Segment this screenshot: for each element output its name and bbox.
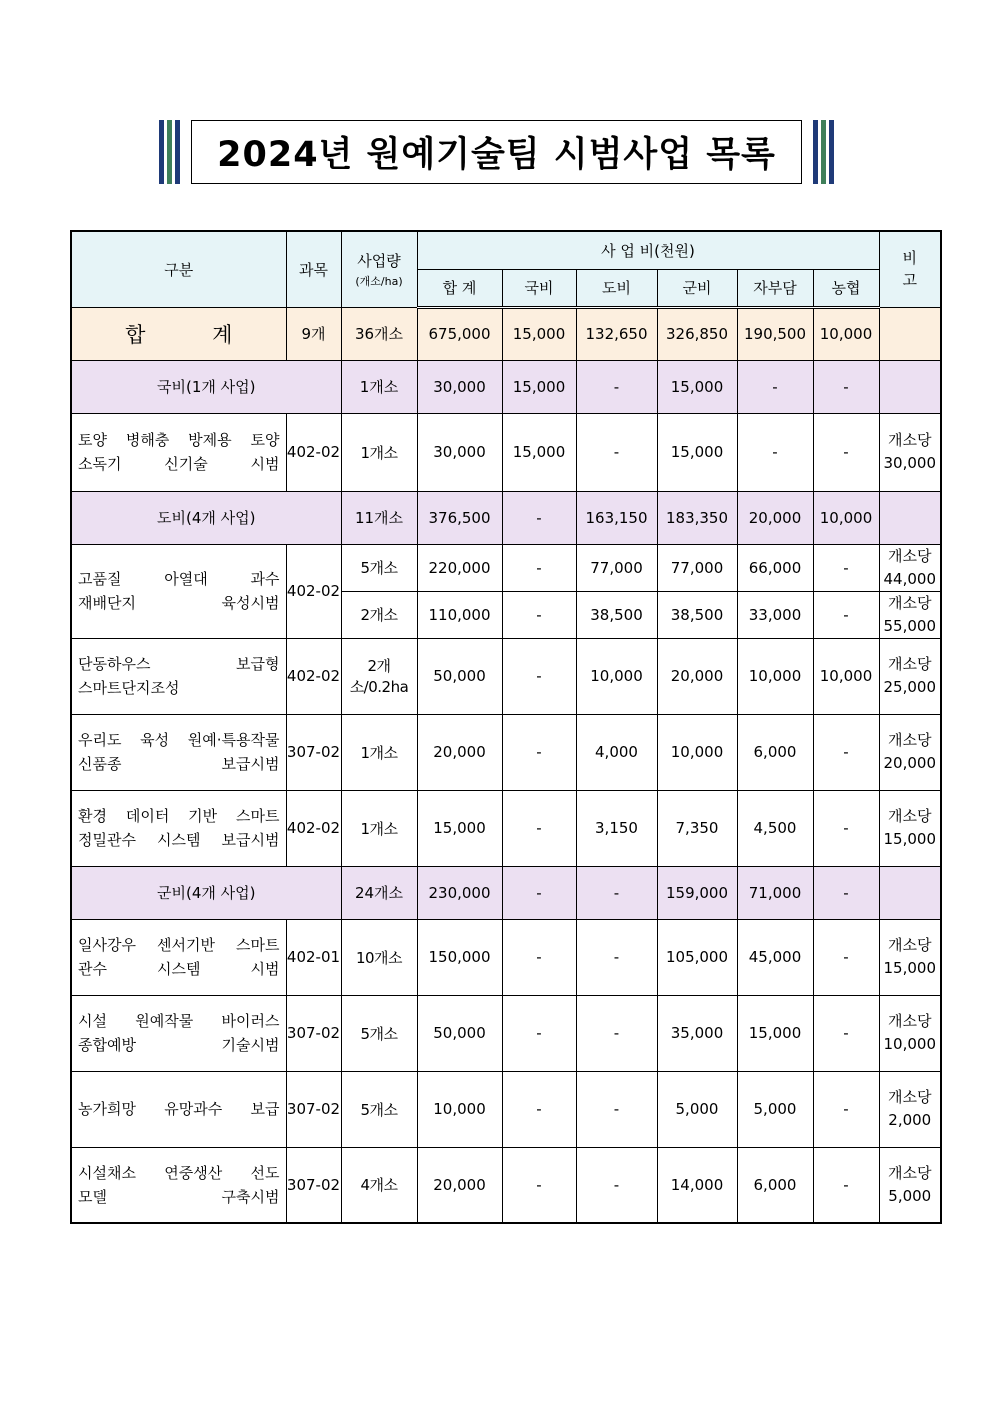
note-cell [879, 919, 941, 995]
note-cell [879, 591, 941, 638]
header-amount-unit: (개소/ha) [355, 274, 403, 288]
project-value-county: 105,000 [657, 919, 737, 995]
project-amount: 5개소 [341, 544, 417, 591]
note-cell [879, 638, 941, 714]
project-name [71, 544, 286, 638]
total-national: 15,000 [502, 307, 576, 360]
note-cell [879, 413, 941, 491]
project-value-province: - [576, 919, 657, 995]
project-name [71, 413, 286, 491]
note-cell [879, 1071, 941, 1147]
project-value-province: 10,000 [576, 638, 657, 714]
project-value-county: 15,000 [657, 413, 737, 491]
project-name-line: 종합예방 기술시범 [78, 1036, 280, 1054]
project-value-self: 6,000 [737, 714, 813, 790]
project-value-nonghyup: - [813, 790, 879, 866]
total-row [71, 307, 941, 360]
project-code: 402-02 [286, 790, 341, 866]
project-name-line: 시설채소 연중생산 선도 [78, 1163, 280, 1182]
section-value-province: - [576, 360, 657, 413]
project-value-national: - [502, 790, 576, 866]
table-row [71, 1147, 941, 1223]
project-code: 402-01 [286, 919, 341, 995]
header-budget: 사 업 비(천원) [417, 231, 879, 269]
project-name-line: 관수 시스템 시범 [78, 960, 280, 978]
note-line: 개소당 [888, 1088, 932, 1106]
project-value-nonghyup: - [813, 1147, 879, 1223]
total-county: 326,850 [657, 307, 737, 360]
project-name [71, 919, 286, 995]
project-name-line: 정밀관수 시스템 보급시범 [78, 831, 280, 849]
project-amount: 2개소 [341, 591, 417, 638]
section-value-county: 183,350 [657, 491, 737, 544]
project-name [71, 790, 286, 866]
project-value-nonghyup: - [813, 1071, 879, 1147]
section-value-county: 159,000 [657, 866, 737, 919]
total-nonghyup: 10,000 [813, 307, 879, 360]
project-code: 307-02 [286, 1071, 341, 1147]
project-value-province: 38,500 [576, 591, 657, 638]
table-row [71, 919, 941, 995]
project-name [71, 1147, 286, 1223]
section-row-province [71, 491, 941, 544]
section-value-nonghyup: - [813, 360, 879, 413]
project-value-county: 20,000 [657, 638, 737, 714]
project-value-sum: 110,000 [417, 591, 502, 638]
note-line: 44,000 [883, 569, 937, 588]
note-line: 55,000 [883, 616, 937, 635]
title-box [191, 120, 802, 184]
project-name-line: 환경 데이터 기반 스마트 [78, 807, 280, 825]
project-code: 307-02 [286, 1147, 341, 1223]
section-value-self: 20,000 [737, 491, 813, 544]
section-value-nonghyup: - [813, 866, 879, 919]
section-label: 국비(1개 사업) [71, 360, 341, 413]
total-note [879, 307, 941, 360]
project-value-county: 7,350 [657, 790, 737, 866]
project-value-province: 3,150 [576, 790, 657, 866]
title-decoration-right [813, 120, 834, 184]
project-value-national: - [502, 714, 576, 790]
project-name [71, 995, 286, 1071]
project-value-sum: 10,000 [417, 1071, 502, 1147]
project-value-self: 5,000 [737, 1071, 813, 1147]
project-value-county: 14,000 [657, 1147, 737, 1223]
project-amount: 4개소 [341, 1147, 417, 1223]
total-label: 합 계 [71, 307, 286, 360]
project-name-line: 우리도 육성 원예·특용작물 [78, 731, 280, 749]
header-bigo [879, 231, 941, 307]
note-line: 개소당 [888, 546, 932, 565]
note-line: 25,000 [883, 678, 937, 696]
project-value-self: - [737, 413, 813, 491]
project-value-nonghyup: - [813, 591, 879, 638]
header-col-sum: 합 계 [417, 269, 502, 307]
section-value-nonghyup: 10,000 [813, 491, 879, 544]
note-cell [879, 790, 941, 866]
note-line: 개소당 [888, 936, 932, 954]
header-amount [341, 231, 417, 307]
title-banner [159, 120, 834, 184]
project-value-province: 77,000 [576, 544, 657, 591]
total-sum: 675,000 [417, 307, 502, 360]
project-value-nonghyup: - [813, 995, 879, 1071]
section-value-national: - [502, 866, 576, 919]
note-line: 개소당 [888, 1012, 932, 1030]
project-code: 402-02 [286, 544, 341, 638]
project-name-line: 단동하우스 보급형 [78, 655, 280, 673]
note-cell [879, 995, 941, 1071]
note-line: 10,000 [883, 1035, 937, 1053]
project-value-self: 6,000 [737, 1147, 813, 1223]
project-code: 402-02 [286, 413, 341, 491]
project-value-nonghyup: - [813, 919, 879, 995]
project-value-national: 15,000 [502, 413, 576, 491]
project-value-national: - [502, 638, 576, 714]
total-amount: 36개소 [341, 307, 417, 360]
section-value-self: - [737, 360, 813, 413]
project-code: 307-02 [286, 714, 341, 790]
header-gwamok: 과목 [286, 231, 341, 307]
project-value-county: 77,000 [657, 544, 737, 591]
note-line: 개소당 [888, 655, 932, 673]
project-value-county: 10,000 [657, 714, 737, 790]
header-col-province: 도비 [576, 269, 657, 307]
note-line: 15,000 [883, 959, 937, 977]
project-code: 307-02 [286, 995, 341, 1071]
note-line: 개소당 [888, 431, 932, 449]
section-label: 도비(4개 사업) [71, 491, 341, 544]
project-value-self: 15,000 [737, 995, 813, 1071]
project-value-county: 38,500 [657, 591, 737, 638]
project-value-sum: 50,000 [417, 995, 502, 1071]
project-value-county: 5,000 [657, 1071, 737, 1147]
project-name-line: 일사강우 센서기반 스마트 [78, 936, 280, 954]
header-amount-label: 사업량 [357, 251, 401, 270]
project-name-line: 재배단지 육성시범 [78, 594, 280, 612]
project-table [70, 230, 942, 1224]
project-amount: 2개소/0.2ha [341, 638, 417, 714]
note-line: 5,000 [888, 1186, 932, 1205]
project-value-self: 10,000 [737, 638, 813, 714]
table-row [71, 638, 941, 714]
title-decoration-left [159, 120, 180, 184]
project-value-nonghyup: - [813, 544, 879, 591]
project-name-line: 고품질 아열대 과수 [78, 570, 280, 588]
project-value-national: - [502, 1071, 576, 1147]
page-title: 2024년 원예기술팀 시범사업 목록 [217, 135, 776, 175]
table-row [71, 413, 941, 491]
project-value-province: - [576, 413, 657, 491]
section-value-sum: 30,000 [417, 360, 502, 413]
header-col-county: 군비 [657, 269, 737, 307]
note-line: 개소당 [888, 807, 932, 825]
project-value-sum: 15,000 [417, 790, 502, 866]
project-name-line: 신품종 보급시범 [78, 755, 280, 773]
note-line: 개소당 [888, 593, 932, 612]
section-value-national: 15,000 [502, 360, 576, 413]
project-value-sum: 150,000 [417, 919, 502, 995]
section-value-sum: 376,500 [417, 491, 502, 544]
section-value-self: 71,000 [737, 866, 813, 919]
project-name [71, 1071, 286, 1147]
project-value-county: 35,000 [657, 995, 737, 1071]
project-name-line: 모델 구축시범 [78, 1187, 280, 1206]
project-value-province: 4,000 [576, 714, 657, 790]
project-value-province: - [576, 1147, 657, 1223]
header-col-national: 국비 [502, 269, 576, 307]
note-line: 30,000 [883, 454, 937, 472]
project-value-province: - [576, 1071, 657, 1147]
note-line: 20,000 [883, 754, 937, 772]
note-cell [879, 544, 941, 591]
table-row [71, 1071, 941, 1147]
project-amount: 1개소 [341, 413, 417, 491]
section-value-sum: 230,000 [417, 866, 502, 919]
section-note [879, 491, 941, 544]
total-gwamok: 9개 [286, 307, 341, 360]
project-amount: 1개소 [341, 714, 417, 790]
project-name-line: 토양 병해충 방제용 토양 [78, 431, 280, 449]
section-amount: 1개소 [341, 360, 417, 413]
project-value-nonghyup: 10,000 [813, 638, 879, 714]
project-name [71, 714, 286, 790]
project-name-line: 농가희망 유망과수 보급 [78, 1100, 280, 1118]
section-row-county [71, 866, 941, 919]
project-name [71, 638, 286, 714]
note-line: 개소당 [888, 731, 932, 749]
header-gubun: 구분 [71, 231, 286, 307]
total-self: 190,500 [737, 307, 813, 360]
project-name-line: 소독기 신기술 시범 [78, 455, 280, 473]
project-amount: 5개소 [341, 1071, 417, 1147]
project-value-national: - [502, 591, 576, 638]
section-amount: 11개소 [341, 491, 417, 544]
section-value-province: - [576, 866, 657, 919]
project-value-sum: 220,000 [417, 544, 502, 591]
project-name-line: 시설 원예작물 바이러스 [78, 1012, 280, 1030]
project-value-self: 33,000 [737, 591, 813, 638]
section-value-province: 163,150 [576, 491, 657, 544]
project-value-sum: 20,000 [417, 1147, 502, 1223]
project-amount: 1개소 [341, 790, 417, 866]
header-col-nonghyup: 농협 [813, 269, 879, 307]
section-note [879, 360, 941, 413]
section-label: 군비(4개 사업) [71, 866, 341, 919]
project-amount: 10개소 [341, 919, 417, 995]
project-value-national: - [502, 544, 576, 591]
project-code: 402-02 [286, 638, 341, 714]
table-row [71, 995, 941, 1071]
note-line: 2,000 [888, 1111, 932, 1129]
project-value-nonghyup: - [813, 714, 879, 790]
table-row [71, 790, 941, 866]
section-note [879, 866, 941, 919]
project-value-sum: 20,000 [417, 714, 502, 790]
project-value-national: - [502, 919, 576, 995]
total-province: 132,650 [576, 307, 657, 360]
project-name-line: 스마트단지조성 [78, 679, 180, 697]
project-value-national: - [502, 995, 576, 1071]
project-value-nonghyup: - [813, 413, 879, 491]
project-value-self: 45,000 [737, 919, 813, 995]
note-line: 개소당 [888, 1163, 932, 1182]
project-value-self: 66,000 [737, 544, 813, 591]
project-amount: 5개소 [341, 995, 417, 1071]
section-value-county: 15,000 [657, 360, 737, 413]
header-col-self: 자부담 [737, 269, 813, 307]
project-value-self: 4,500 [737, 790, 813, 866]
project-value-sum: 50,000 [417, 638, 502, 714]
table-row [71, 544, 941, 591]
section-row-national [71, 360, 941, 413]
table-row [71, 714, 941, 790]
project-value-national: - [502, 1147, 576, 1223]
note-line: 15,000 [883, 830, 937, 848]
header-bigo-label: 비고 [902, 249, 918, 290]
project-value-province: - [576, 995, 657, 1071]
note-cell [879, 1147, 941, 1223]
section-value-national: - [502, 491, 576, 544]
section-amount: 24개소 [341, 866, 417, 919]
project-value-sum: 30,000 [417, 413, 502, 491]
note-cell [879, 714, 941, 790]
